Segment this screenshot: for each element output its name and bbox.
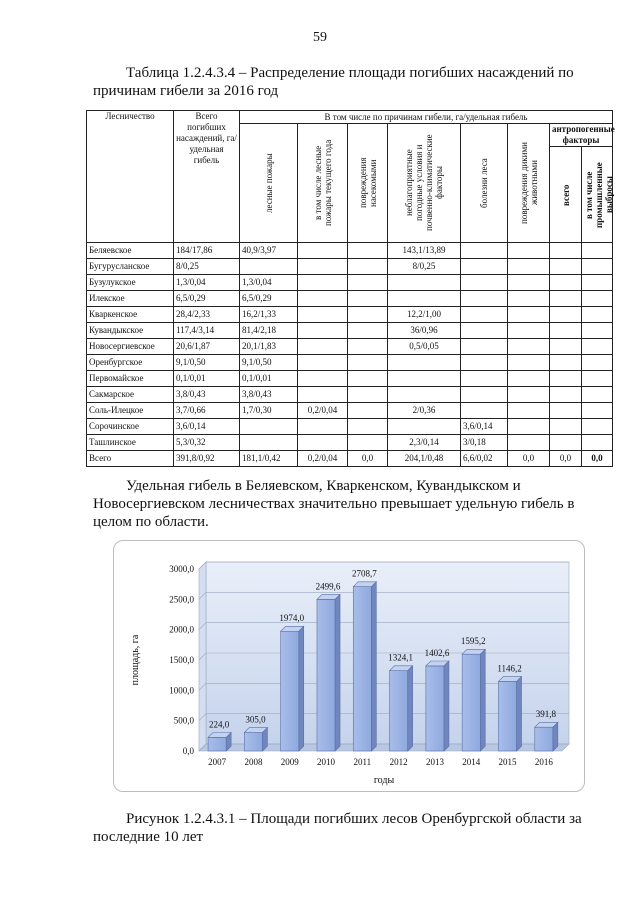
bar-side: [517, 677, 522, 751]
data-label: 1146,2: [497, 663, 522, 674]
x-tick-label: 2013: [425, 757, 444, 767]
table-cell-fires-cur: 0,2/0,04: [298, 403, 348, 419]
table-cell-anthro: [550, 435, 582, 451]
table-cell-total: 9,1/0,50: [174, 355, 240, 371]
table-cell-anthro: [550, 275, 582, 291]
table-cell-anthro: [550, 307, 582, 323]
table-cell-name: Бугурусланское: [87, 259, 174, 275]
data-label: 1402,6: [424, 647, 450, 658]
bar-2008: [244, 728, 267, 751]
table-cell-wild: [508, 259, 550, 275]
table-cell-weather: 204,1/0,48: [388, 451, 461, 467]
table-cell-disease: [461, 259, 508, 275]
table-cell-fires-cur: [298, 419, 348, 435]
table-cell-disease: [461, 403, 508, 419]
table-cell-insects: [348, 307, 388, 323]
table-cell-total: 391,8/0,92: [174, 451, 240, 467]
bar-front: [426, 666, 444, 751]
table-cell-fires-cur: [298, 323, 348, 339]
bar-chart: [114, 541, 584, 791]
table-cell-industrial: [582, 387, 613, 403]
table-cell-fires: 6,5/0,29: [240, 291, 298, 307]
table-cell-wild: [508, 435, 550, 451]
bar-front: [498, 681, 516, 751]
header-total: Всего погибших насаждений, га/удельная гибель: [174, 111, 240, 243]
data-label: 391,8: [535, 709, 556, 720]
bar-side: [480, 649, 485, 751]
table-cell-wild: [508, 371, 550, 387]
table-cell-weather: 2/0,36: [388, 403, 461, 419]
table-cell-fires: 0,1/0,01: [240, 371, 298, 387]
table-cell-total: 3,6/0,14: [174, 419, 240, 435]
header-weather: неблагоприятные погодные условия и почвенно-климатические факторы: [388, 124, 461, 243]
header-fires-current: в том числе лесные пожары текущего года: [298, 124, 348, 243]
data-label: 2499,6: [315, 581, 341, 592]
table-cell-fires: 181,1/0,42: [240, 451, 298, 467]
table-cell-total: 8/0,25: [174, 259, 240, 275]
table-cell-name: Кваркенское: [87, 307, 174, 323]
table-cell-industrial: [582, 243, 613, 259]
table-row: [87, 259, 613, 275]
x-tick-label: 2009: [280, 757, 299, 767]
x-tick-label: 2015: [498, 757, 517, 767]
header-forestry: Лесничество: [87, 111, 174, 243]
bar-front: [353, 587, 371, 751]
paragraph-line: Удельная гибель в Беляевском, Кваркенском, Кувандыкском и: [126, 478, 521, 494]
table-row: [87, 355, 613, 371]
bar-front: [535, 727, 553, 751]
table-cell-weather: [388, 291, 461, 307]
bar-front: [462, 654, 480, 751]
table-row: [87, 371, 613, 387]
table-row: [87, 387, 613, 403]
table-caption-line: причинам гибели за 2016 год: [93, 83, 279, 99]
x-tick-label: 2010: [317, 757, 336, 767]
figure-caption-line: последние 10 лет: [93, 829, 204, 845]
figure-caption: [93, 810, 603, 846]
table-row: [87, 435, 613, 451]
bar-2010: [317, 594, 340, 751]
data-label: 224,0: [209, 719, 230, 730]
paragraph-line: целом по области.: [93, 514, 209, 530]
table-cell-total: 3,8/0,43: [174, 387, 240, 403]
table-cell-total: 0,1/0,01: [174, 371, 240, 387]
bar-2014: [462, 649, 485, 751]
table-row: [87, 243, 613, 259]
x-tick-label: 2008: [244, 757, 263, 767]
table-cell-fires: 16,2/1,33: [240, 307, 298, 323]
x-axis-title: годы: [373, 775, 395, 786]
y-tick-label: 2500,0: [169, 594, 194, 605]
table-cell-industrial: [582, 435, 613, 451]
table-cell-fires-cur: [298, 243, 348, 259]
table-cell-disease: [461, 387, 508, 403]
y-tick-label: 0,0: [182, 746, 194, 756]
table-cell-name: Сакмарское: [87, 387, 174, 403]
bar-side: [335, 594, 340, 751]
table-cell-weather: 36/0,96: [388, 323, 461, 339]
table-cell-name: Илекское: [87, 291, 174, 307]
table-cell-industrial: [582, 323, 613, 339]
table-cell-weather: 12,2/1,00: [388, 307, 461, 323]
table-cell-insects: [348, 339, 388, 355]
table-cell-anthro: [550, 291, 582, 307]
table-cell-industrial: [582, 371, 613, 387]
table-cell-insects: [348, 323, 388, 339]
bar-side: [444, 661, 449, 751]
bar-2009: [281, 626, 304, 751]
table-cell-insects: [348, 259, 388, 275]
table-cell-fires: 1,3/0,04: [240, 275, 298, 291]
paragraph: [93, 477, 603, 531]
x-tick-label: 2012: [389, 757, 408, 767]
table-cell-fires: 20,1/1,83: [240, 339, 298, 355]
bar-2013: [426, 661, 449, 751]
bar-2015: [498, 677, 521, 751]
table-cell-anthro: [550, 403, 582, 419]
table-cell-anthro: [550, 323, 582, 339]
table-cell-disease: 3,6/0,14: [461, 419, 508, 435]
table-row: [87, 451, 613, 467]
dead-stands-table: [86, 110, 613, 467]
table-cell-disease: [461, 275, 508, 291]
table-row: [87, 291, 613, 307]
chart-frame: [113, 540, 585, 792]
table-row: [87, 339, 613, 355]
table-cell-disease: [461, 323, 508, 339]
table-cell-fires: 81,4/2,18: [240, 323, 298, 339]
table-cell-name: Ташлинское: [87, 435, 174, 451]
bar-side: [299, 626, 304, 751]
header-causes-group: В том числе по причинам гибели, га/удельная гибель: [240, 111, 613, 124]
table-cell-fires-cur: [298, 259, 348, 275]
table-cell-insects: [348, 419, 388, 435]
table-cell-industrial: [582, 403, 613, 419]
bar-side: [371, 582, 376, 751]
table-cell-total: 20,6/1,87: [174, 339, 240, 355]
table-cell-disease: [461, 307, 508, 323]
y-tick-label: 500,0: [173, 715, 194, 726]
figure-caption-line: Рисунок 1.2.4.3.1 – Площади погибших лесов Оренбургской области за: [126, 811, 582, 827]
table-cell-insects: [348, 403, 388, 419]
table-cell-fires-cur: 0,2/0,04: [298, 451, 348, 467]
table-cell-fires: 40,9/3,97: [240, 243, 298, 259]
table-cell-total: 6,5/0,29: [174, 291, 240, 307]
header-wild-animals: повреждения дикими животными: [508, 124, 550, 243]
table-cell-industrial: [582, 275, 613, 291]
table-cell-name: Оренбургское: [87, 355, 174, 371]
table-cell-disease: [461, 371, 508, 387]
table-cell-disease: [461, 355, 508, 371]
table-cell-wild: [508, 291, 550, 307]
table-cell-disease: 6,6/0,02: [461, 451, 508, 467]
header-disease: болезни леса: [461, 124, 508, 243]
table-row: [87, 307, 613, 323]
table-cell-name: Сорочинское: [87, 419, 174, 435]
bar-front: [208, 737, 226, 751]
x-tick-label: 2007: [208, 757, 227, 767]
table-cell-insects: [348, 387, 388, 403]
table-cell-weather: [388, 387, 461, 403]
table-cell-weather: [388, 355, 461, 371]
table-cell-wild: [508, 307, 550, 323]
header-insects: повреждения насекомыми: [348, 124, 388, 243]
data-label: 305,0: [245, 714, 266, 725]
table-cell-anthro: [550, 339, 582, 355]
table-cell-name: Бузулукское: [87, 275, 174, 291]
bar-side: [408, 666, 413, 751]
table-cell-weather: [388, 371, 461, 387]
table-cell-fires-cur: [298, 291, 348, 307]
table-row: [87, 403, 613, 419]
header-industrial: в том числе промышленные выбросы: [582, 147, 613, 243]
table-cell-fires: 9,1/0,50: [240, 355, 298, 371]
table-cell-insects: [348, 275, 388, 291]
table-cell-anthro: [550, 355, 582, 371]
table-cell-weather: [388, 419, 461, 435]
table-cell-weather: 143,1/13,89: [388, 243, 461, 259]
bar-2016: [535, 722, 558, 751]
table-row: [87, 323, 613, 339]
table-cell-fires: [240, 259, 298, 275]
table-cell-disease: 3/0,18: [461, 435, 508, 451]
table-cell-insects: 0,0: [348, 451, 388, 467]
table-cell-industrial: [582, 355, 613, 371]
y-tick-label: 1500,0: [169, 655, 194, 665]
table-cell-insects: [348, 371, 388, 387]
bar-2012: [390, 666, 413, 751]
table-cell-industrial: [582, 259, 613, 275]
table-cell-industrial: [582, 291, 613, 307]
table-cell-wild: [508, 387, 550, 403]
table-cell-anthro: [550, 371, 582, 387]
table-cell-industrial: [582, 339, 613, 355]
table-cell-wild: [508, 403, 550, 419]
table-cell-disease: [461, 243, 508, 259]
table-cell-anthro: [550, 419, 582, 435]
table-cell-fires-cur: [298, 355, 348, 371]
table-cell-total: 3,7/0,66: [174, 403, 240, 419]
table-cell-fires-cur: [298, 275, 348, 291]
table-cell-wild: [508, 419, 550, 435]
table-cell-anthro: [550, 387, 582, 403]
table-cell-insects: [348, 435, 388, 451]
table-cell-fires-cur: [298, 387, 348, 403]
table-cell-disease: [461, 339, 508, 355]
header-fires: лесные пожары: [240, 124, 298, 243]
page-number: 59: [313, 30, 327, 45]
table-cell-total: 5,3/0,32: [174, 435, 240, 451]
table-cell-total: 117,4/3,14: [174, 323, 240, 339]
table-cell-fires: [240, 435, 298, 451]
table-cell-fires-cur: [298, 435, 348, 451]
table-cell-wild: 0,0: [508, 451, 550, 467]
table-row: [87, 419, 613, 435]
table-cell-anthro: [550, 259, 582, 275]
table-caption-line: Таблица 1.2.4.3.4 – Распределение площади погибших насаждений по: [126, 65, 574, 81]
data-label: 1324,1: [388, 652, 414, 663]
table-cell-wild: [508, 275, 550, 291]
table-cell-fires: [240, 419, 298, 435]
table-cell-weather: 8/0,25: [388, 259, 461, 275]
table-cell-name: Беляевское: [87, 243, 174, 259]
table-cell-weather: 0,5/0,05: [388, 339, 461, 355]
table-cell-wild: [508, 243, 550, 259]
x-tick-label: 2016: [534, 757, 553, 767]
bar-front: [281, 631, 299, 751]
table-cell-fires: 1,7/0,30: [240, 403, 298, 419]
table-cell-total: 1,3/0,04: [174, 275, 240, 291]
header-anthropogenic: антропогенные факторы: [550, 124, 613, 147]
table-cell-name: Кувандыкское: [87, 323, 174, 339]
table-row: [87, 275, 613, 291]
bar-front: [390, 671, 408, 751]
table-cell-insects: [348, 243, 388, 259]
x-tick-label: 2011: [353, 757, 372, 767]
table-cell-insects: [348, 355, 388, 371]
table-cell-disease: [461, 291, 508, 307]
table-cell-wild: [508, 323, 550, 339]
table-cell-wild: [508, 355, 550, 371]
table-cell-name: Первомайское: [87, 371, 174, 387]
table-cell-industrial: [582, 307, 613, 323]
y-axis-title: площадь, га: [130, 634, 141, 686]
bar-front: [244, 732, 262, 751]
table-cell-industrial: 0,0: [582, 451, 613, 467]
bar-side: [553, 722, 558, 751]
x-tick-label: 2014: [462, 757, 481, 767]
table-cell-industrial: [582, 419, 613, 435]
table-cell-total: 184/17,86: [174, 243, 240, 259]
bar-2011: [353, 582, 376, 751]
y-tick-label: 1000,0: [169, 685, 194, 696]
table-cell-weather: 2,3/0,14: [388, 435, 461, 451]
table-cell-name: Новосергиевское: [87, 339, 174, 355]
data-label: 1974,0: [279, 613, 305, 624]
y-tick-label: 2000,0: [169, 624, 194, 635]
table-cell-total: 28,4/2,33: [174, 307, 240, 323]
table-cell-anthro: 0,0: [550, 451, 582, 467]
table-cell-fires-cur: [298, 307, 348, 323]
table-caption: [93, 64, 603, 100]
table-cell-anthro: [550, 243, 582, 259]
table-cell-fires-cur: [298, 371, 348, 387]
table-cell-insects: [348, 291, 388, 307]
table-cell-fires-cur: [298, 339, 348, 355]
table-cell-weather: [388, 275, 461, 291]
bar-2007: [208, 733, 231, 751]
table-cell-name: Соль-Илецкое: [87, 403, 174, 419]
bar-front: [317, 599, 335, 751]
data-label: 1595,2: [460, 636, 486, 647]
table-cell-wild: [508, 339, 550, 355]
y-tick-label: 3000,0: [169, 564, 194, 574]
data-label: 2708,7: [351, 568, 377, 579]
table-cell-fires: 3,8/0,43: [240, 387, 298, 403]
paragraph-line: Новосергиевском лесничествах значительно превышает удельную гибель в: [93, 496, 575, 512]
header-anthro-total: всего: [550, 147, 582, 243]
table-cell-name: Всего: [87, 451, 174, 467]
